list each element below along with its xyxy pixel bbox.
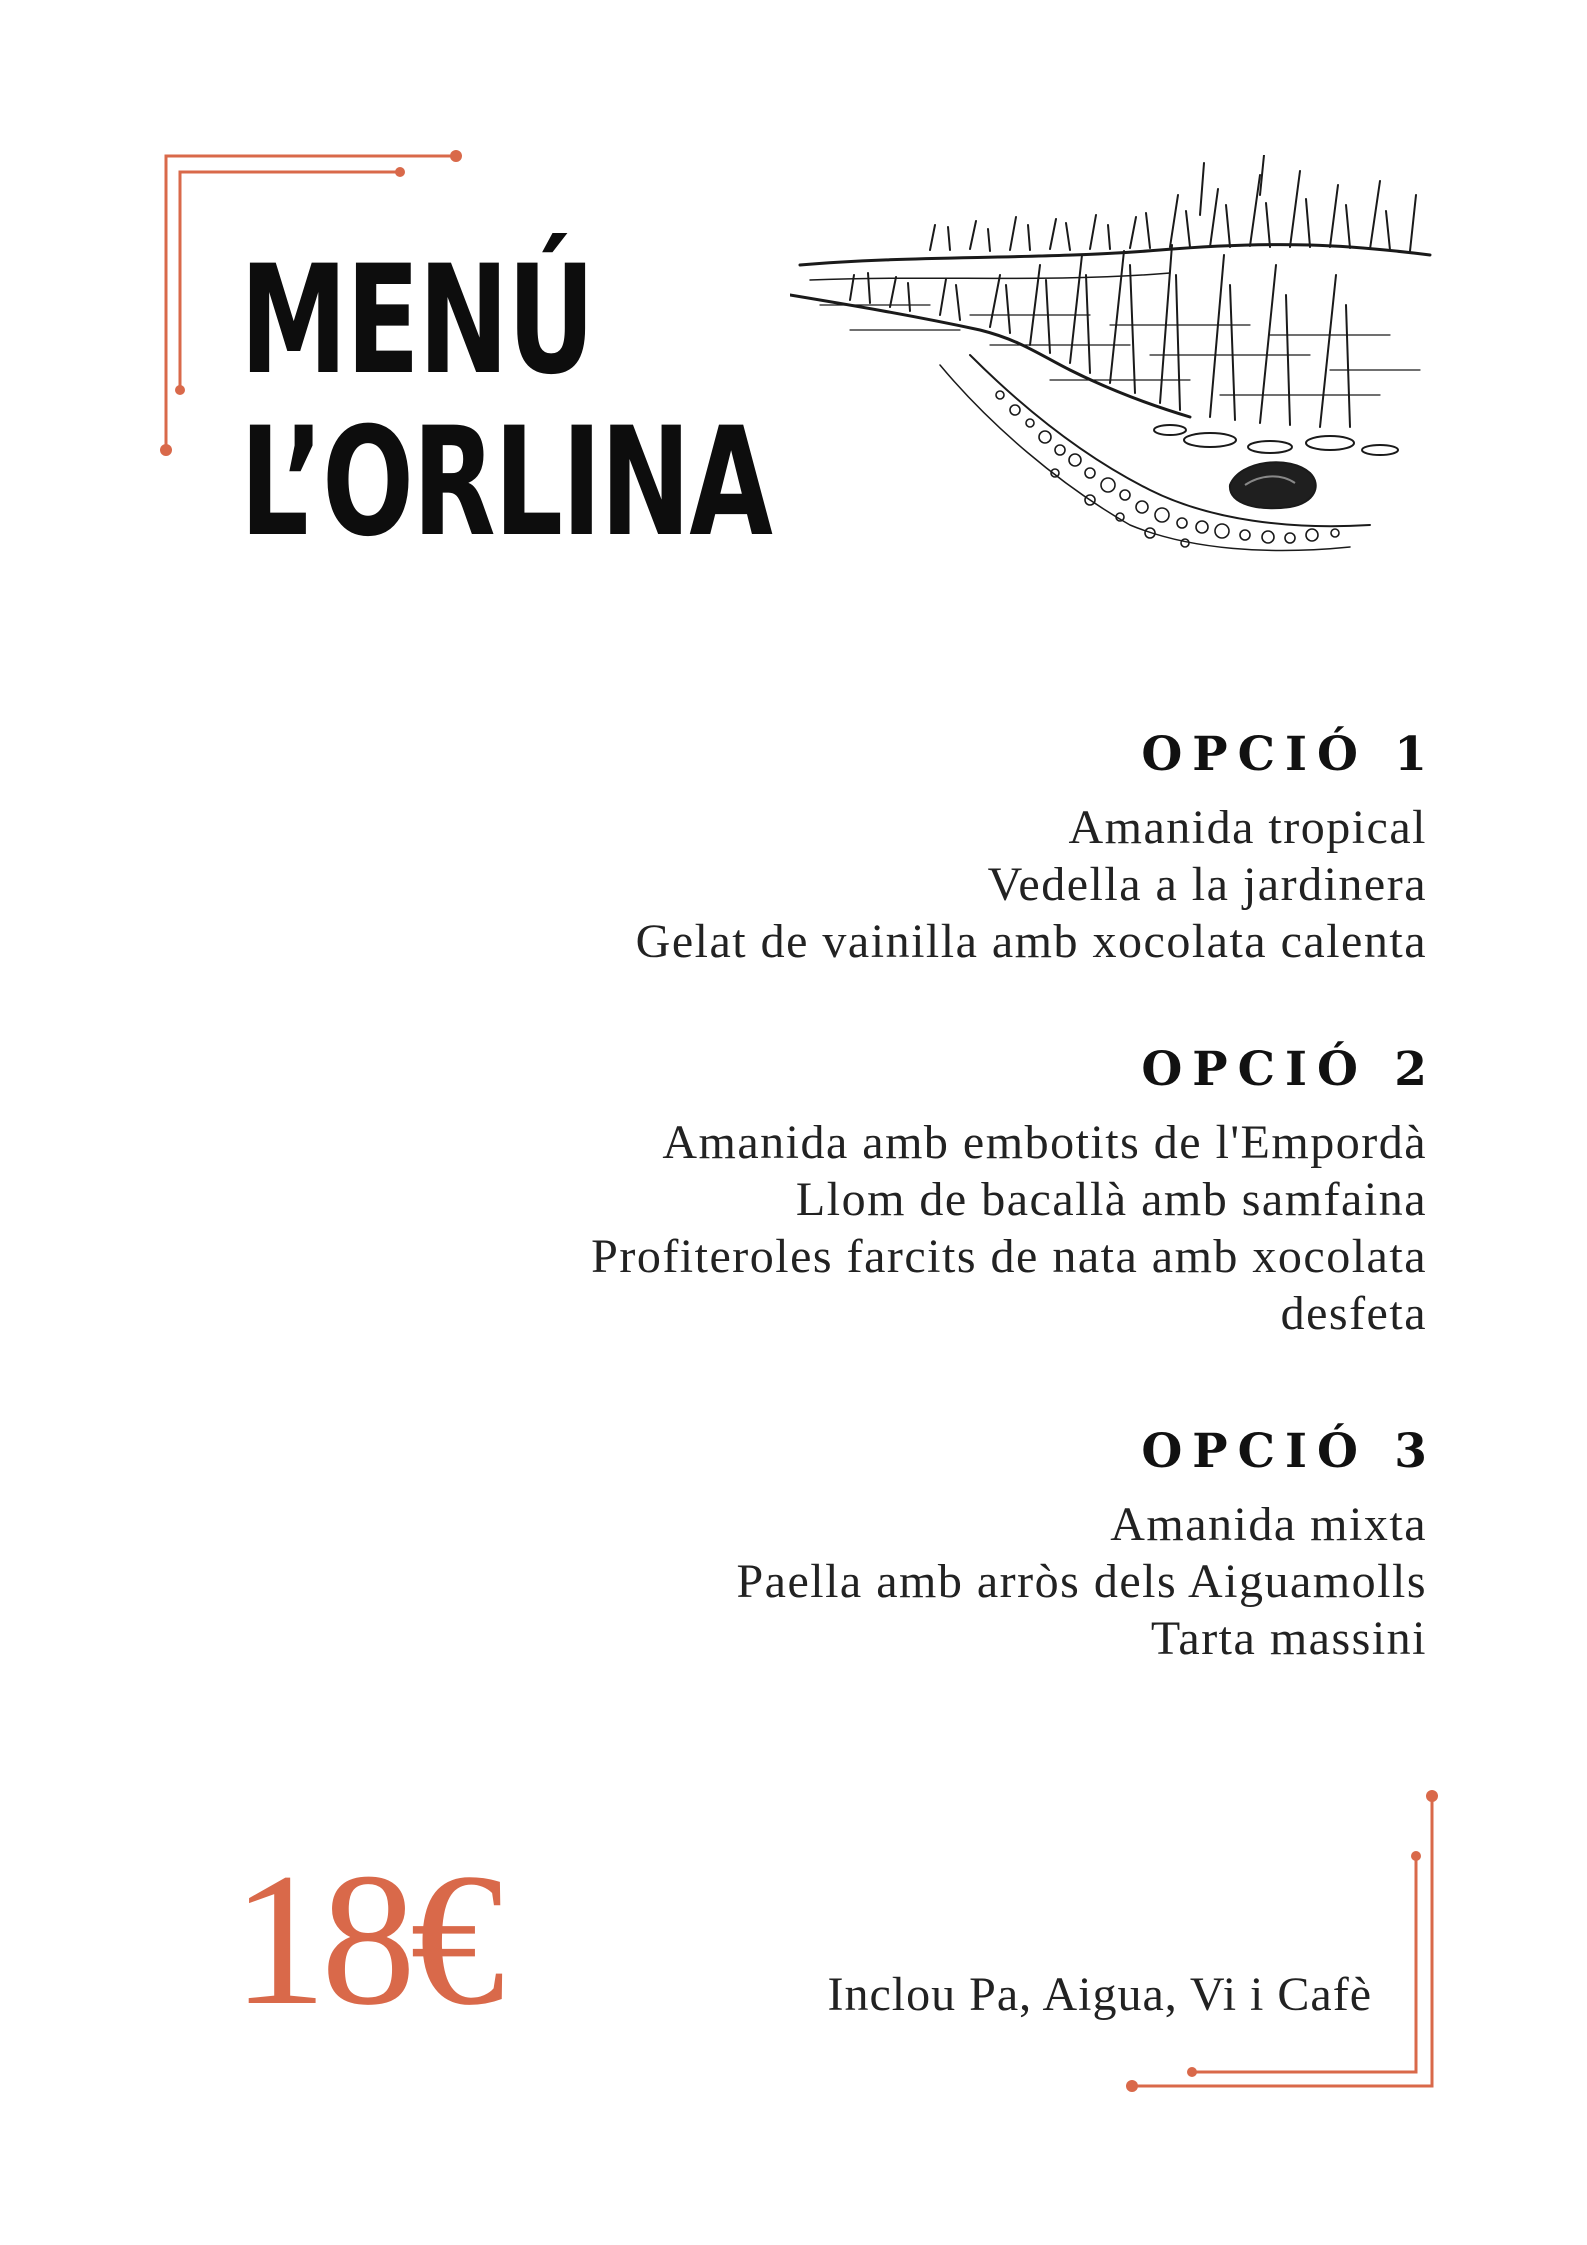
menu-option-2 bbox=[377, 1040, 1437, 1342]
dish-item: Amanida amb embotits de l'Empordà bbox=[662, 1116, 1427, 1169]
menu-options bbox=[377, 725, 1437, 1737]
dish-item: desfeta bbox=[1280, 1287, 1427, 1340]
dish-item: Vedella a la jardinera bbox=[987, 858, 1427, 911]
dish-item: Profiteroles farcits de nata amb xocolata bbox=[591, 1230, 1427, 1283]
dish-item: Paella amb arròs dels Aiguamolls bbox=[736, 1555, 1427, 1608]
option-heading: OPCIÓ 2 bbox=[1141, 1042, 1437, 1097]
menu-option-3 bbox=[377, 1422, 1437, 1667]
includes-note: Inclou Pa, Aigua, Vi i Cafè bbox=[827, 1968, 1372, 2021]
menu-title bbox=[240, 234, 772, 570]
dish-item: Llom de bacallà amb samfaina bbox=[795, 1173, 1427, 1226]
dish-item: Gelat de vainilla amb xocolata calenta bbox=[635, 915, 1427, 968]
option-heading: OPCIÓ 1 bbox=[1141, 727, 1437, 782]
dish-item: Tarta massini bbox=[1150, 1612, 1427, 1665]
option-heading: OPCIÓ 3 bbox=[1141, 1424, 1437, 1479]
menu-title-line-1: MENÚ bbox=[240, 234, 594, 408]
dish-item: Amanida mixta bbox=[1110, 1498, 1427, 1551]
menu-option-1 bbox=[377, 725, 1437, 970]
dish-item: Amanida tropical bbox=[1068, 801, 1427, 854]
menu-title-line-2: L’ORLINA bbox=[240, 396, 772, 570]
lake-landscape-illustration bbox=[790, 155, 1440, 555]
corner-ornament-bottom-right bbox=[1120, 1780, 1450, 2100]
menu-price: 18€ bbox=[232, 1835, 499, 2045]
